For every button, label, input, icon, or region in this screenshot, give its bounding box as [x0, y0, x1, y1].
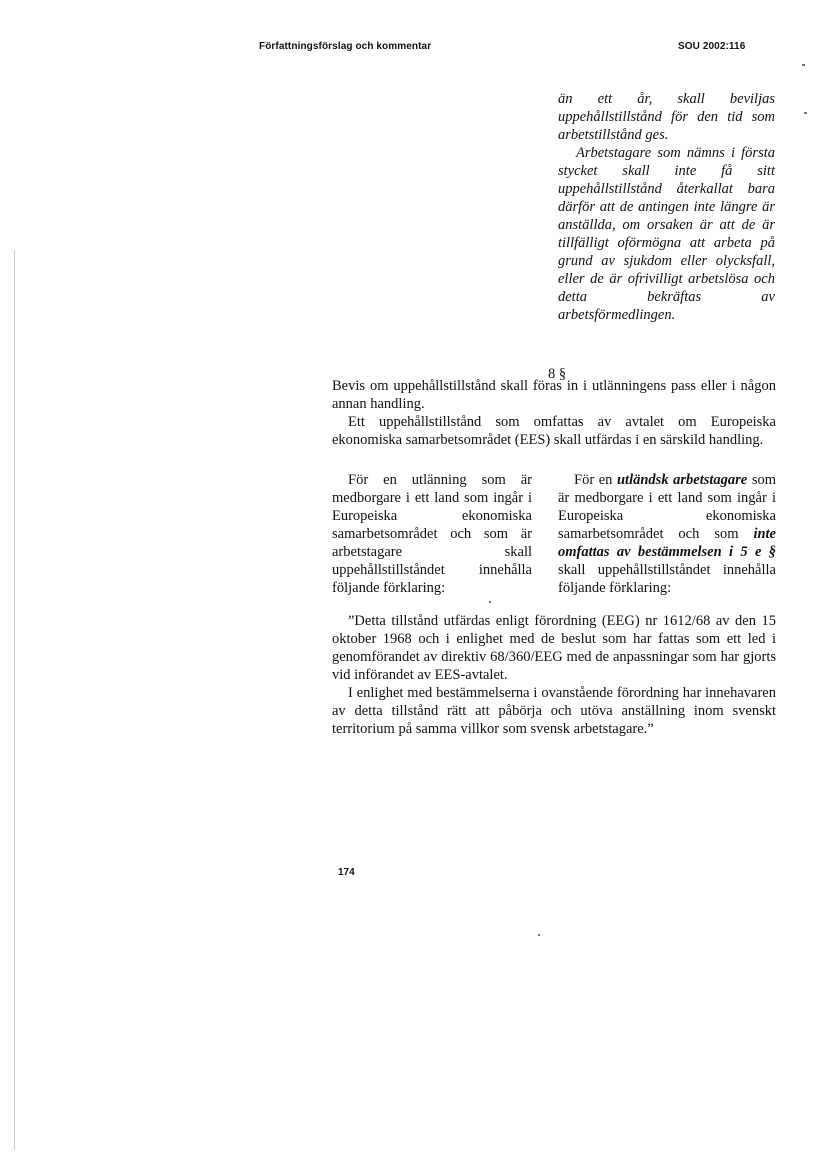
running-header-left: Författningsförslag och kommentar [259, 41, 432, 52]
proposal-paragraph-1: än ett år, skall beviljas uppehållstillstånd för den tid som arbetstillstånd ges. [558, 91, 775, 143]
proposed-law-text-post: skall uppehållstillståndet innehålla följande förklaring: [558, 562, 776, 596]
proposal-column-continuation [558, 90, 775, 324]
running-header-right: SOU 2002:116 [678, 41, 746, 52]
current-law-text: För en utlänning som är medborgare i ett land som ingår i Europeiska ekonomiska samarbetsområdet och som är arbetstagare skall uppehållstillståndet innehålla följande förklaring: [332, 472, 532, 596]
proposed-law-emphasis-2: inte omfattas av bestämmelsen i 5 e § [558, 526, 776, 560]
proposed-law-text-pre: För en [574, 472, 617, 488]
scan-edge-line [14, 250, 15, 1150]
proposal-paragraph-2: Arbetstagare som nämns i första stycket skall inte få sitt uppehållstillstånd återkallat bara därför att de antingen inte längre är anställda, om orsaken är att de är tillfälligt oförmögna att arbeta på grund av sjukdom eller olycksfall, eller de är ofrivilligt arbetslösa och detta bekräftas av arbetsförmedlingen. [558, 145, 775, 323]
declaration-paragraph-2: I enlighet med bestämmelserna i ovanstående förordning har innehavaren av detta tillstånd rätt att påbörja och utöva anställning inom svenskt territorium på samma villkor som svensk arbetstagare.” [332, 685, 776, 737]
scan-speck [802, 64, 805, 66]
declaration-paragraph-1: ”Detta tillstånd utfärdas enligt förordning (EEG) nr 1612/68 av den 15 oktober 1968 och i enlighet med de beslut som har fattas som ett led i genomförandet av direktiv 68/360/EEG med de anpassningar som har gjorts vid införandet av EES-avtalet. [332, 613, 776, 683]
declaration-block [332, 612, 776, 738]
scan-speck [804, 112, 807, 114]
proposed-law-column [558, 471, 776, 597]
page-number: 174 [338, 867, 355, 878]
section-paragraph-1: Bevis om uppehållstillstånd skall föras in i utlänningens pass eller i någon annan handling. [332, 378, 776, 412]
current-law-column [332, 471, 532, 597]
scan-speck [538, 934, 540, 936]
section-body [332, 377, 776, 449]
proposed-law-emphasis-1: utländsk arbetstagare [616, 472, 748, 488]
proposed-law-text-mid: som är medborgare i ett land som ingår i Europeiska ekonomiska samarbetsområdet och som [558, 472, 776, 542]
proposed-law-text [558, 471, 776, 597]
scan-speck [489, 601, 491, 603]
section-paragraph-2: Ett uppehållstillstånd som omfattas av avtalet om Europeiska ekonomiska samarbetsområdet (EES) skall utfärdas i en särskild handling. [332, 414, 776, 448]
section-heading: 8 § [548, 366, 567, 382]
